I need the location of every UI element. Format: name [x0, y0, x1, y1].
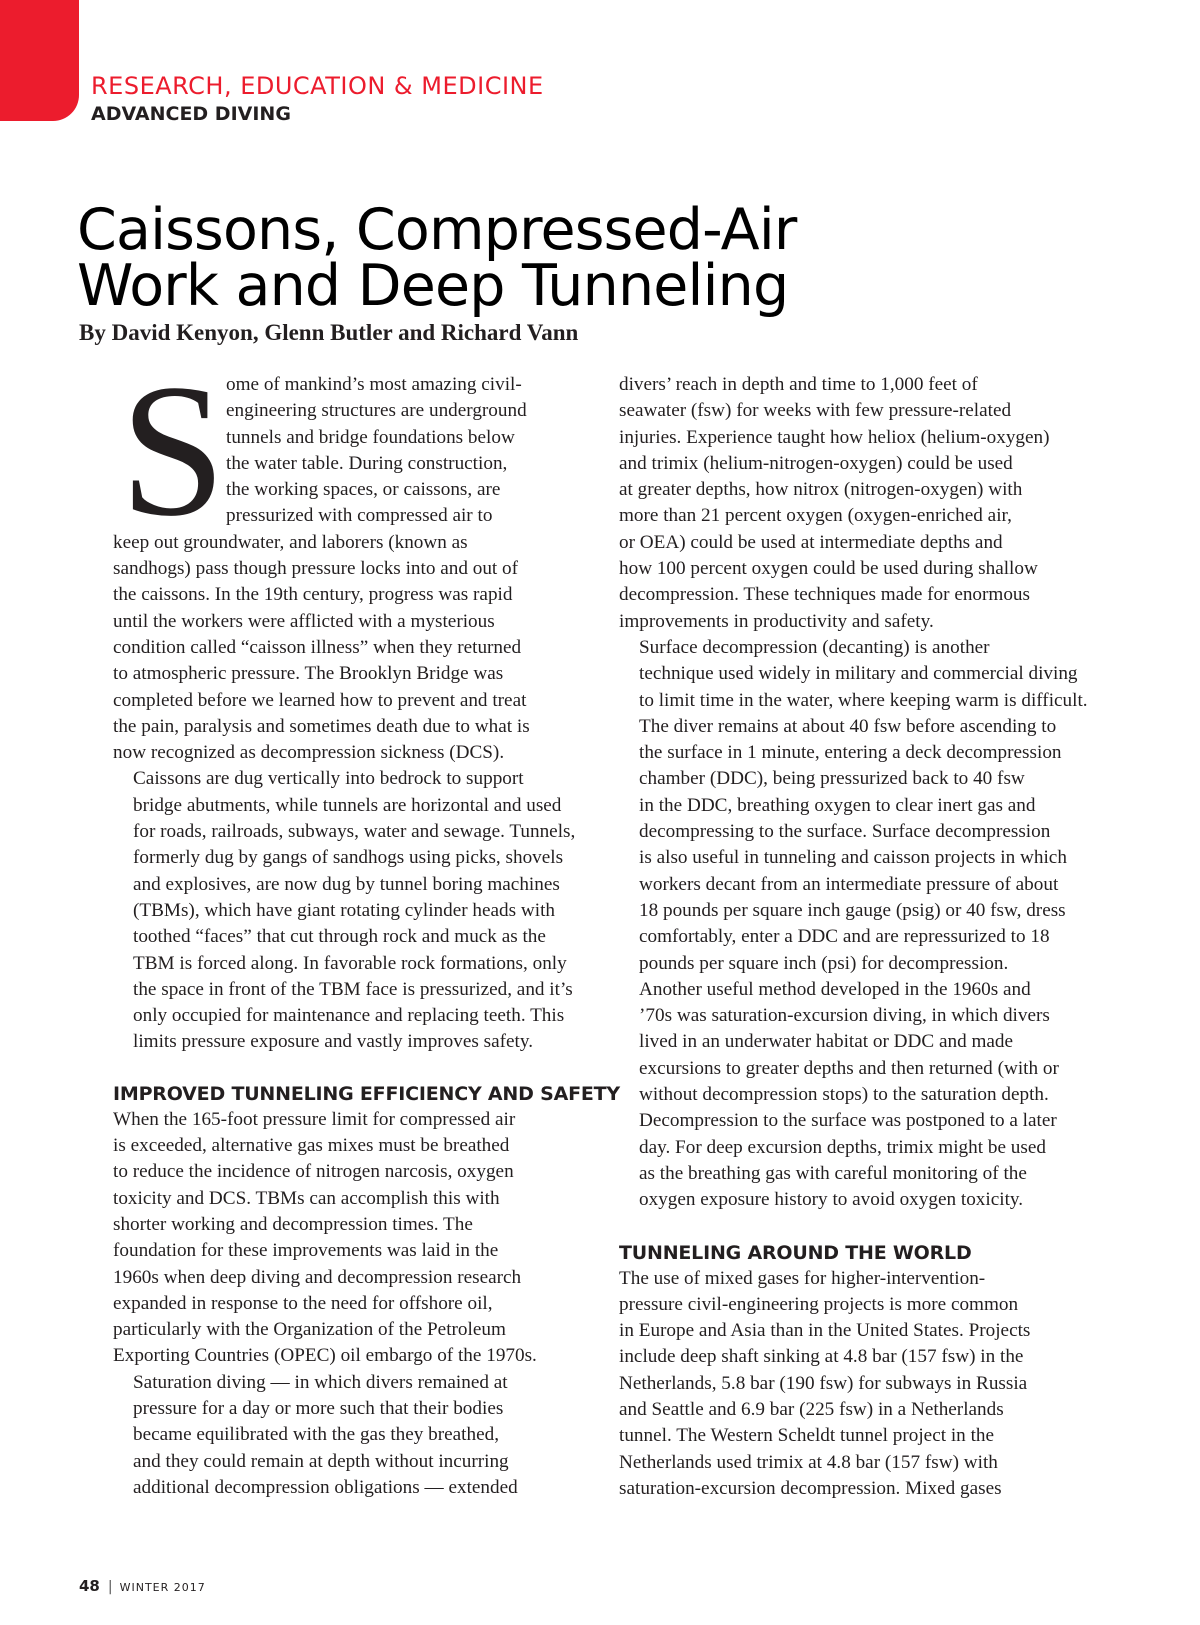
text-line: became equilibrated with the gas they breathed, — [133, 1424, 500, 1446]
text-line: in the DDC, breathing oxygen to clear inert gas and — [639, 794, 1036, 816]
text-line: toxicity and DCS. TBMs can accomplish this with — [113, 1187, 500, 1209]
title-line: Caissons, Compressed-Air — [77, 197, 797, 263]
text-line: injuries. Experience taught how heliox (helium-oxygen) — [619, 426, 1050, 448]
text-line: the space in front of the TBM face is pressurized, and it’s — [133, 978, 573, 1000]
text-line: comfortably, enter a DDC and are repressurized to 18 — [639, 926, 1050, 948]
text-line: and explosives, are now dug by tunnel boring machines — [133, 873, 560, 895]
paragraph — [619, 977, 1091, 1214]
text-line: until the workers were afflicted with a mysterious — [113, 610, 495, 632]
text-line: Exporting Countries (OPEC) oil embargo of the 1970s. — [113, 1345, 537, 1367]
text-line: bridge abutments, while tunnels are horizontal and used — [133, 794, 562, 816]
text-line: pressure for a day or more such that their bodies — [133, 1397, 504, 1419]
text-line: day. For deep excursion depths, trimix might be used — [639, 1136, 1046, 1158]
text-line: workers decant from an intermediate pressure of about — [639, 873, 1059, 895]
text-line: pressure civil-engineering projects is more common — [619, 1293, 1019, 1315]
text-line: without decompression stops) to the saturation depth. — [639, 1084, 1049, 1106]
paragraph — [113, 766, 578, 1055]
text-line: tunnels and bridge foundations below — [226, 426, 515, 448]
page-footer — [79, 1576, 206, 1595]
left-column — [113, 346, 620, 1501]
text-line: technique used widely in military and commercial diving — [639, 663, 1078, 685]
text-line: chamber (DDC), being pressurized back to 40 fsw — [639, 768, 1025, 790]
paragraph — [113, 1107, 578, 1370]
text-line: pounds per square inch (psi) for decompression. — [639, 952, 1009, 974]
text-line: The diver remains at about 40 fsw before ascending to — [639, 715, 1057, 737]
page-number: 48 — [79, 1577, 100, 1595]
text-line: ’70s was saturation-excursion diving, in which divers — [639, 1005, 1050, 1027]
section-heading: IMPROVED TUNNELING EFFICIENCY AND SAFETY — [113, 1082, 620, 1105]
subsection-label: ADVANCED DIVING — [91, 103, 291, 125]
text-line: formerly dug by gangs of sandhogs using picks, shovels — [133, 847, 564, 869]
text-line: The use of mixed gases for higher-intervention- — [619, 1267, 986, 1289]
text-line: 18 pounds per square inch gauge (psig) or 40 fsw, dress — [639, 899, 1066, 921]
text-line: 1960s when deep diving and decompression research — [113, 1266, 522, 1288]
text-line: Caissons are dug vertically into bedrock to support — [133, 768, 524, 790]
text-line: condition called “caisson illness” when they returned — [113, 636, 522, 658]
paragraph — [619, 635, 1091, 977]
text-line: is exceeded, alternative gas mixes must be breathed — [113, 1135, 510, 1157]
text-line: When the 165-foot pressure limit for compressed air — [113, 1108, 516, 1130]
section-heading: TUNNELING AROUND THE WORLD — [619, 1241, 972, 1264]
text-line: engineering structures are underground — [226, 400, 527, 422]
text-line: shorter working and decompression times. The — [113, 1213, 473, 1235]
section-color-tab — [0, 0, 79, 121]
text-line: additional decompression obligations — extended — [133, 1476, 518, 1498]
section-label: RESEARCH, EDUCATION & MEDICINE — [91, 72, 544, 100]
text-line: saturation-excursion decompression. Mixed gases — [619, 1477, 1002, 1499]
text-line: ome of mankind’s most amazing civil- — [226, 374, 522, 395]
opening-paragraph-wrap — [113, 346, 578, 766]
text-line: the working spaces, or caissons, are — [226, 479, 501, 501]
article-byline: By David Kenyon, Glenn Butler and Richard Vann — [79, 320, 579, 345]
text-line: the caissons. In the 19th century, progress was rapid — [113, 584, 513, 606]
paragraph — [619, 372, 1091, 635]
text-line: limits pressure exposure and vastly improves safety. — [133, 1031, 534, 1053]
text-line: decompressing to the surface. Surface decompression — [639, 821, 1051, 843]
text-line: how 100 percent oxygen could be used during shallow — [619, 558, 1038, 580]
text-line: decompression. These techniques made for enormous — [619, 584, 1030, 606]
text-line: improvements in productivity and safety. — [619, 610, 934, 632]
text-line: Surface decompression (decanting) is another — [639, 636, 990, 658]
text-line: as the breathing gas with careful monitoring of the — [639, 1162, 1027, 1184]
text-line: pressurized with compressed air to — [226, 505, 493, 527]
text-line: expanded in response to the need for offshore oil, — [113, 1292, 493, 1314]
issue-label: WINTER 2017 — [119, 1581, 206, 1594]
text-line: the surface in 1 minute, entering a deck decompression — [639, 742, 1062, 764]
text-line: or OEA) could be used at intermediate depths and — [619, 531, 1003, 553]
text-line: the water table. During construction, — [226, 452, 508, 474]
text-line: in Europe and Asia than in the United States. Projects — [619, 1320, 1031, 1342]
text-line: the pain, paralysis and sometimes death due to what is — [113, 715, 530, 737]
text-line: only occupied for maintenance and replacing teeth. This — [133, 1005, 565, 1027]
text-line: Netherlands, 5.8 bar (190 fsw) for subways in Russia — [619, 1372, 1028, 1394]
text-line: foundation for these improvements was laid in the — [113, 1240, 499, 1262]
text-line: at greater depths, how nitrox (nitrogen-oxygen) with — [619, 479, 1023, 501]
text-line: oxygen exposure history to avoid oxygen toxicity. — [639, 1189, 1024, 1211]
text-line: and Seattle and 6.9 bar (225 fsw) in a Netherlands — [619, 1398, 1004, 1420]
text-line: excursions to greater depths and then returned (with or — [639, 1057, 1059, 1079]
title-line: Work and Deep Tunneling — [77, 253, 789, 319]
paragraph — [113, 1370, 578, 1501]
footer-separator: | — [107, 1579, 113, 1595]
text-line: for roads, railroads, subways, water and sewage. Tunnels, — [133, 821, 576, 843]
text-line: Another useful method developed in the 1960s and — [639, 978, 1031, 1000]
text-line: sandhogs) pass though pressure locks into and out of — [113, 558, 519, 580]
drop-cap: S — [120, 346, 226, 556]
text-line: Netherlands used trimix at 4.8 bar (157 fsw) with — [619, 1451, 998, 1473]
text-line: include deep shaft sinking at 4.8 bar (157 fsw) in the — [619, 1346, 1024, 1368]
text-line: lived in an underwater habitat or DDC and made — [639, 1031, 1014, 1053]
text-line: to reduce the incidence of nitrogen narcosis, oxygen — [113, 1161, 514, 1183]
text-line: Saturation diving — in which divers remained at — [133, 1371, 508, 1393]
text-line: toothed “faces” that cut through rock and muck as the — [133, 926, 546, 948]
text-line: Decompression to the surface was postponed to a later — [639, 1110, 1057, 1132]
text-line: and they could remain at depth without incurring — [133, 1450, 509, 1472]
text-line: is also useful in tunneling and caisson projects in which — [639, 847, 1067, 869]
text-line: and trimix (helium-nitrogen-oxygen) could be used — [619, 452, 1013, 474]
text-line: particularly with the Organization of the Petroleum — [113, 1319, 506, 1341]
right-column — [619, 372, 1091, 1502]
text-line: more than 21 percent oxygen (oxygen-enriched air, — [619, 505, 1012, 527]
text-line: now recognized as decompression sickness (DCS). — [113, 742, 505, 764]
text-line: tunnel. The Western Scheldt tunnel project in the — [619, 1425, 995, 1447]
text-line: completed before we learned how to prevent and treat — [113, 689, 527, 711]
text-line: divers’ reach in depth and time to 1,000 feet of — [619, 374, 978, 395]
text-line: TBM is forced along. In favorable rock formations, only — [133, 952, 567, 974]
paragraph — [619, 1266, 1091, 1503]
text-line: keep out groundwater, and laborers (known as — [113, 531, 468, 553]
text-line: seawater (fsw) for weeks with few pressure-related — [619, 400, 1012, 422]
article-title — [77, 197, 797, 319]
text-line: to atmospheric pressure. The Brooklyn Bridge was — [113, 663, 504, 685]
text-line: to limit time in the water, where keeping warm is difficult. — [639, 689, 1088, 711]
text-line: (TBMs), which have giant rotating cylinder heads with — [133, 899, 556, 921]
